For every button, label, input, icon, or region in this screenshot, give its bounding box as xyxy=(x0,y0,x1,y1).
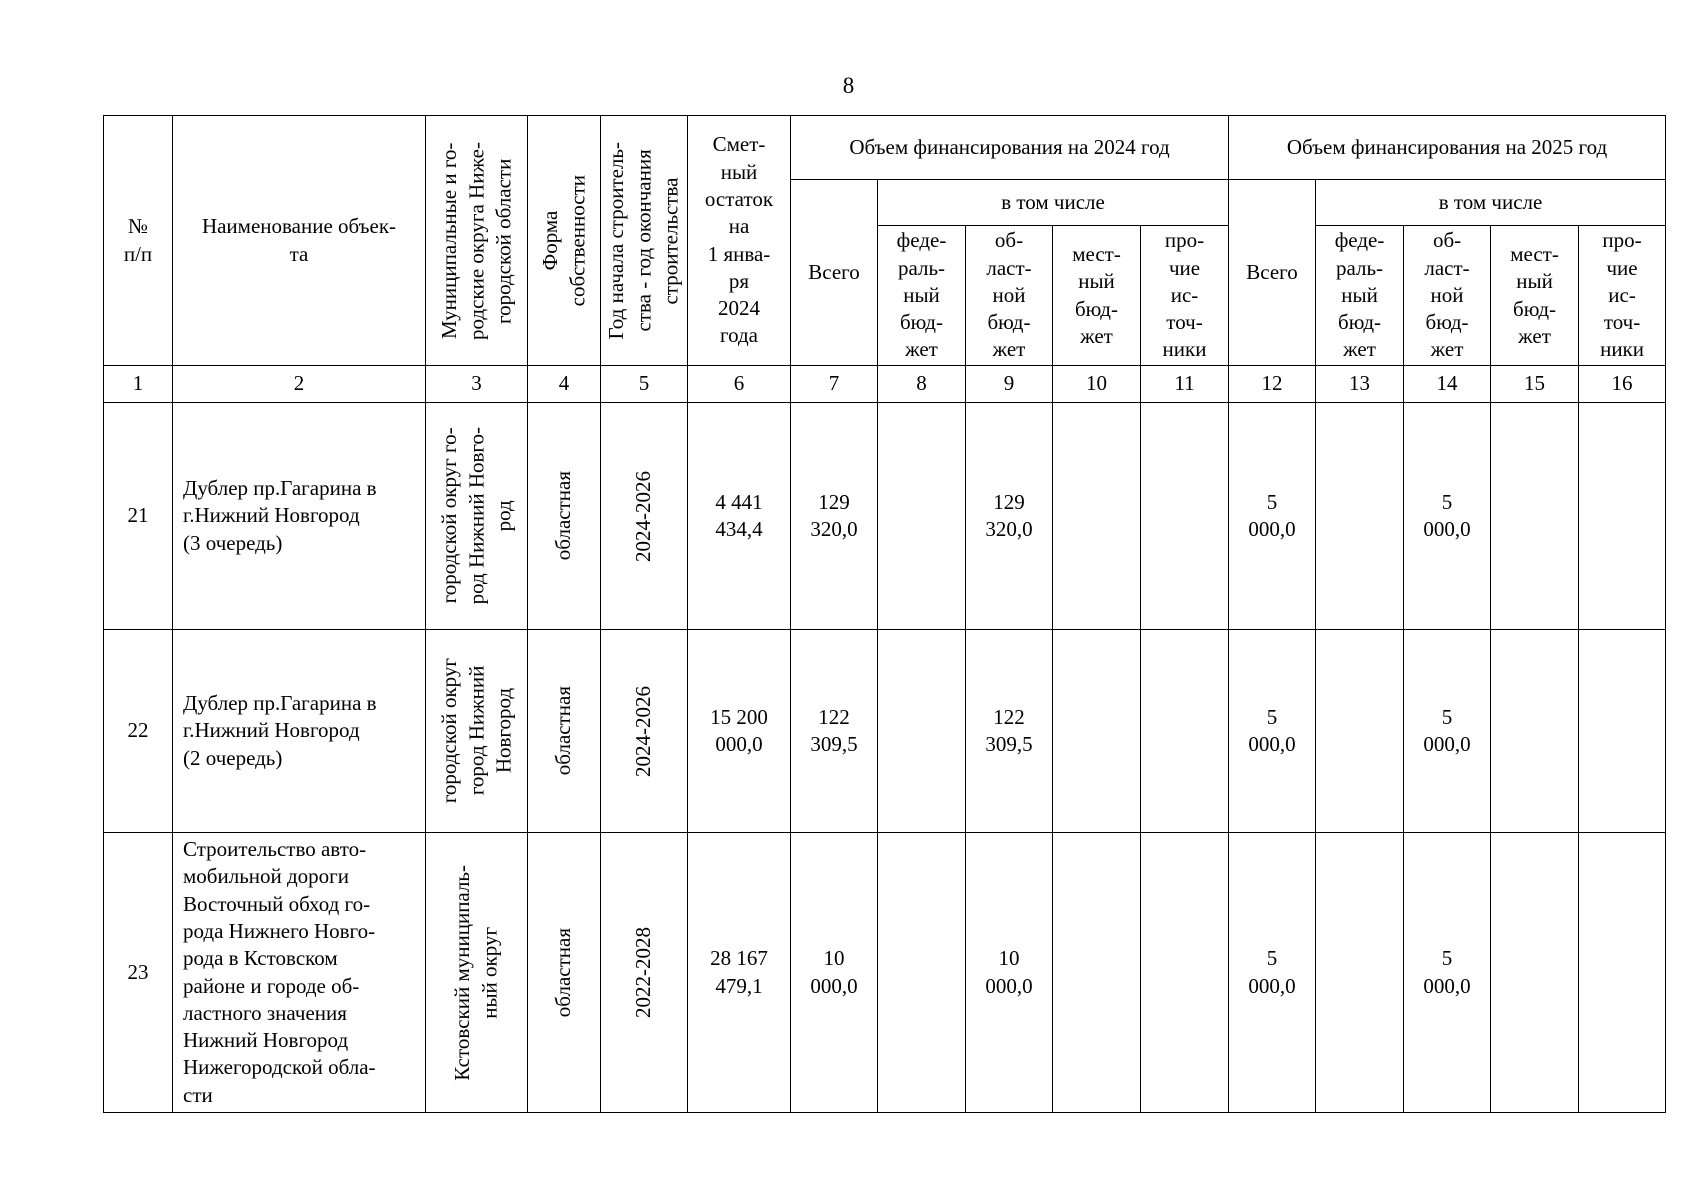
row-federal-2024 xyxy=(878,630,966,833)
row-other-2025 xyxy=(1579,403,1666,630)
header-federal-2024-label: феде- раль- ный бюд- жет xyxy=(896,228,947,362)
row-regional-2024 xyxy=(966,630,1053,833)
table-row xyxy=(104,833,1666,1113)
row-ownership xyxy=(528,403,601,630)
row-regional-2025 xyxy=(1404,833,1491,1113)
row-total-2024-text: 122 309,5 xyxy=(810,704,858,756)
header-num-label: № п/п xyxy=(123,214,153,266)
column-number: 13 xyxy=(1316,366,1404,403)
row-years xyxy=(601,403,688,630)
row-total-2024 xyxy=(791,833,878,1113)
row-local-2024 xyxy=(1053,630,1141,833)
header-name-label: Наименование объек- та xyxy=(201,214,397,266)
row-regional-2025-text: 5 000,0 xyxy=(1423,704,1471,756)
row-regional-2024-text: 129 320,0 xyxy=(985,489,1033,541)
row-ownership-text: областная xyxy=(551,686,576,776)
row-federal-2024 xyxy=(878,833,966,1113)
header-regional-2025 xyxy=(1404,226,1491,366)
column-number: 12 xyxy=(1229,366,1316,403)
header-local-2025-label: мест- ный бюд- жет xyxy=(1510,241,1559,348)
column-number: 1 xyxy=(104,366,173,403)
row-regional-2024 xyxy=(966,403,1053,630)
row-municipal xyxy=(426,403,528,630)
row-total-2025-text: 5 000,0 xyxy=(1248,489,1296,541)
page-number: 8 xyxy=(842,73,855,98)
header-years xyxy=(601,116,688,366)
row-local-2024 xyxy=(1053,403,1141,630)
row-balance-text: 4 441 434,4 xyxy=(715,489,763,541)
header-total-2024: Всего xyxy=(791,180,878,366)
header-municipal-label: Муниципальные и го- родские округа Ниже- городской области xyxy=(436,141,516,340)
header-municipal xyxy=(426,116,528,366)
row-years-text: 2024-2026 xyxy=(631,470,656,562)
row-regional-2024 xyxy=(966,833,1053,1113)
row-total-2024 xyxy=(791,403,878,630)
header-local-2024 xyxy=(1053,226,1141,366)
header-local-2025 xyxy=(1491,226,1579,366)
header-federal-2024 xyxy=(878,226,966,366)
table-row xyxy=(104,403,1666,630)
row-num: 21 xyxy=(104,403,173,630)
header-federal-2025-label: феде- раль- ный бюд- жет xyxy=(1334,228,1385,362)
header-local-2024-label: мест- ный бюд- жет xyxy=(1072,241,1121,348)
row-balance xyxy=(688,833,791,1113)
row-object-name xyxy=(173,833,426,1113)
column-number: 3 xyxy=(426,366,528,403)
row-balance xyxy=(688,630,791,833)
header-other-2025-label: про- чие ис- точ- ники xyxy=(1600,228,1644,362)
header-federal-2025 xyxy=(1316,226,1404,366)
financing-table xyxy=(103,115,1666,1113)
header-num xyxy=(104,116,173,366)
row-local-2025 xyxy=(1491,403,1579,630)
row-total-2025 xyxy=(1229,630,1316,833)
header-fin-2024: Объем финансирования на 2024 год xyxy=(791,116,1229,180)
row-object-name xyxy=(173,403,426,630)
column-number: 6 xyxy=(688,366,791,403)
row-total-2025-text: 5 000,0 xyxy=(1248,704,1296,756)
row-other-2025 xyxy=(1579,630,1666,833)
header-other-2024-label: про- чие ис- точ- ники xyxy=(1162,228,1207,362)
row-ownership xyxy=(528,630,601,833)
header-ownership xyxy=(528,116,601,366)
column-number: 8 xyxy=(878,366,966,403)
header-total-2025: Всего xyxy=(1229,180,1316,366)
row-years-text: 2024-2026 xyxy=(631,685,656,777)
column-number: 2 xyxy=(173,366,426,403)
row-municipal xyxy=(426,630,528,833)
column-number: 7 xyxy=(791,366,878,403)
column-number: 9 xyxy=(966,366,1053,403)
row-years xyxy=(601,833,688,1113)
header-regional-2025-label: об- ласт- ной бюд- жет xyxy=(1424,228,1470,362)
column-number: 4 xyxy=(528,366,601,403)
header-ownership-label: Форма собственности xyxy=(537,174,589,307)
row-ownership-text: областная xyxy=(551,927,576,1018)
column-number: 10 xyxy=(1053,366,1141,403)
row-regional-2025 xyxy=(1404,403,1491,630)
header-including-2024: в том числе xyxy=(878,180,1229,226)
row-ownership-text: областная xyxy=(551,471,576,561)
row-local-2025 xyxy=(1491,630,1579,833)
header-balance-label: Смет- ный остаток на 1 янва- ря 2024 года xyxy=(704,132,774,348)
row-federal-2025 xyxy=(1316,833,1404,1113)
header-other-2024 xyxy=(1141,226,1229,366)
row-object-name xyxy=(173,630,426,833)
row-municipal-text: Кстовский муниципаль- ный округ xyxy=(450,864,502,1081)
row-total-2025 xyxy=(1229,833,1316,1113)
row-regional-2024-text: 122 309,5 xyxy=(985,704,1033,756)
row-total-2024-text: 10 000,0 xyxy=(810,946,858,998)
row-municipal-text: городской округ го- род Нижний Новго- род xyxy=(436,427,516,605)
column-number: 16 xyxy=(1579,366,1666,403)
row-total-2024-text: 129 320,0 xyxy=(810,489,858,541)
row-years xyxy=(601,630,688,833)
row-regional-2025 xyxy=(1404,630,1491,833)
row-regional-2025-text: 5 000,0 xyxy=(1423,946,1471,998)
column-number: 11 xyxy=(1141,366,1229,403)
row-balance xyxy=(688,403,791,630)
row-total-2024 xyxy=(791,630,878,833)
header-balance xyxy=(688,116,791,366)
row-num: 22 xyxy=(104,630,173,833)
header-including-2025: в том числе xyxy=(1316,180,1666,226)
row-federal-2025 xyxy=(1316,630,1404,833)
row-federal-2024 xyxy=(878,403,966,630)
row-object-name-text: Дублер пр.Гагарина в г.Нижний Новгород (2 очередь) xyxy=(183,691,377,770)
column-number: 14 xyxy=(1404,366,1491,403)
row-total-2025 xyxy=(1229,403,1316,630)
header-years-label: Год начала строитель- ства - год окончания строительства xyxy=(604,141,683,340)
header-regional-2024 xyxy=(966,226,1053,366)
row-balance-text: 28 167 479,1 xyxy=(710,946,768,998)
row-regional-2025-text: 5 000,0 xyxy=(1423,489,1471,541)
row-num: 23 xyxy=(104,833,173,1113)
row-local-2025 xyxy=(1491,833,1579,1113)
row-regional-2024-text: 10 000,0 xyxy=(985,946,1033,998)
column-number-row xyxy=(104,366,1666,403)
row-years-text: 2022-2028 xyxy=(631,927,656,1018)
row-total-2025-text: 5 000,0 xyxy=(1248,946,1296,998)
row-federal-2025 xyxy=(1316,403,1404,630)
row-ownership xyxy=(528,833,601,1113)
column-number: 15 xyxy=(1491,366,1579,403)
row-municipal xyxy=(426,833,528,1113)
row-municipal-text: городской округ город Нижний Новгород xyxy=(436,658,516,804)
header-fin-2025: Объем финансирования на 2025 год xyxy=(1229,116,1666,180)
header-other-2025 xyxy=(1579,226,1666,366)
row-object-name-text: Дублер пр.Гагарина в г.Нижний Новгород (3 очередь) xyxy=(183,476,377,555)
table-row xyxy=(104,630,1666,833)
row-other-2024 xyxy=(1141,403,1229,630)
header-regional-2024-label: об- ласт- ной бюд- жет xyxy=(986,228,1032,362)
column-number: 5 xyxy=(601,366,688,403)
row-local-2024 xyxy=(1053,833,1141,1113)
row-other-2025 xyxy=(1579,833,1666,1113)
header-name xyxy=(173,116,426,366)
row-other-2024 xyxy=(1141,833,1229,1113)
row-other-2024 xyxy=(1141,630,1229,833)
row-object-name-text: Строительство авто- мобильной дороги Восточный обход го- рода Нижнего Новго- рода в Кстовском районе и городе об- ластного значения Нижний Новгород Нижегородской обла- сти xyxy=(183,837,376,1107)
row-balance-text: 15 200 000,0 xyxy=(710,704,768,756)
